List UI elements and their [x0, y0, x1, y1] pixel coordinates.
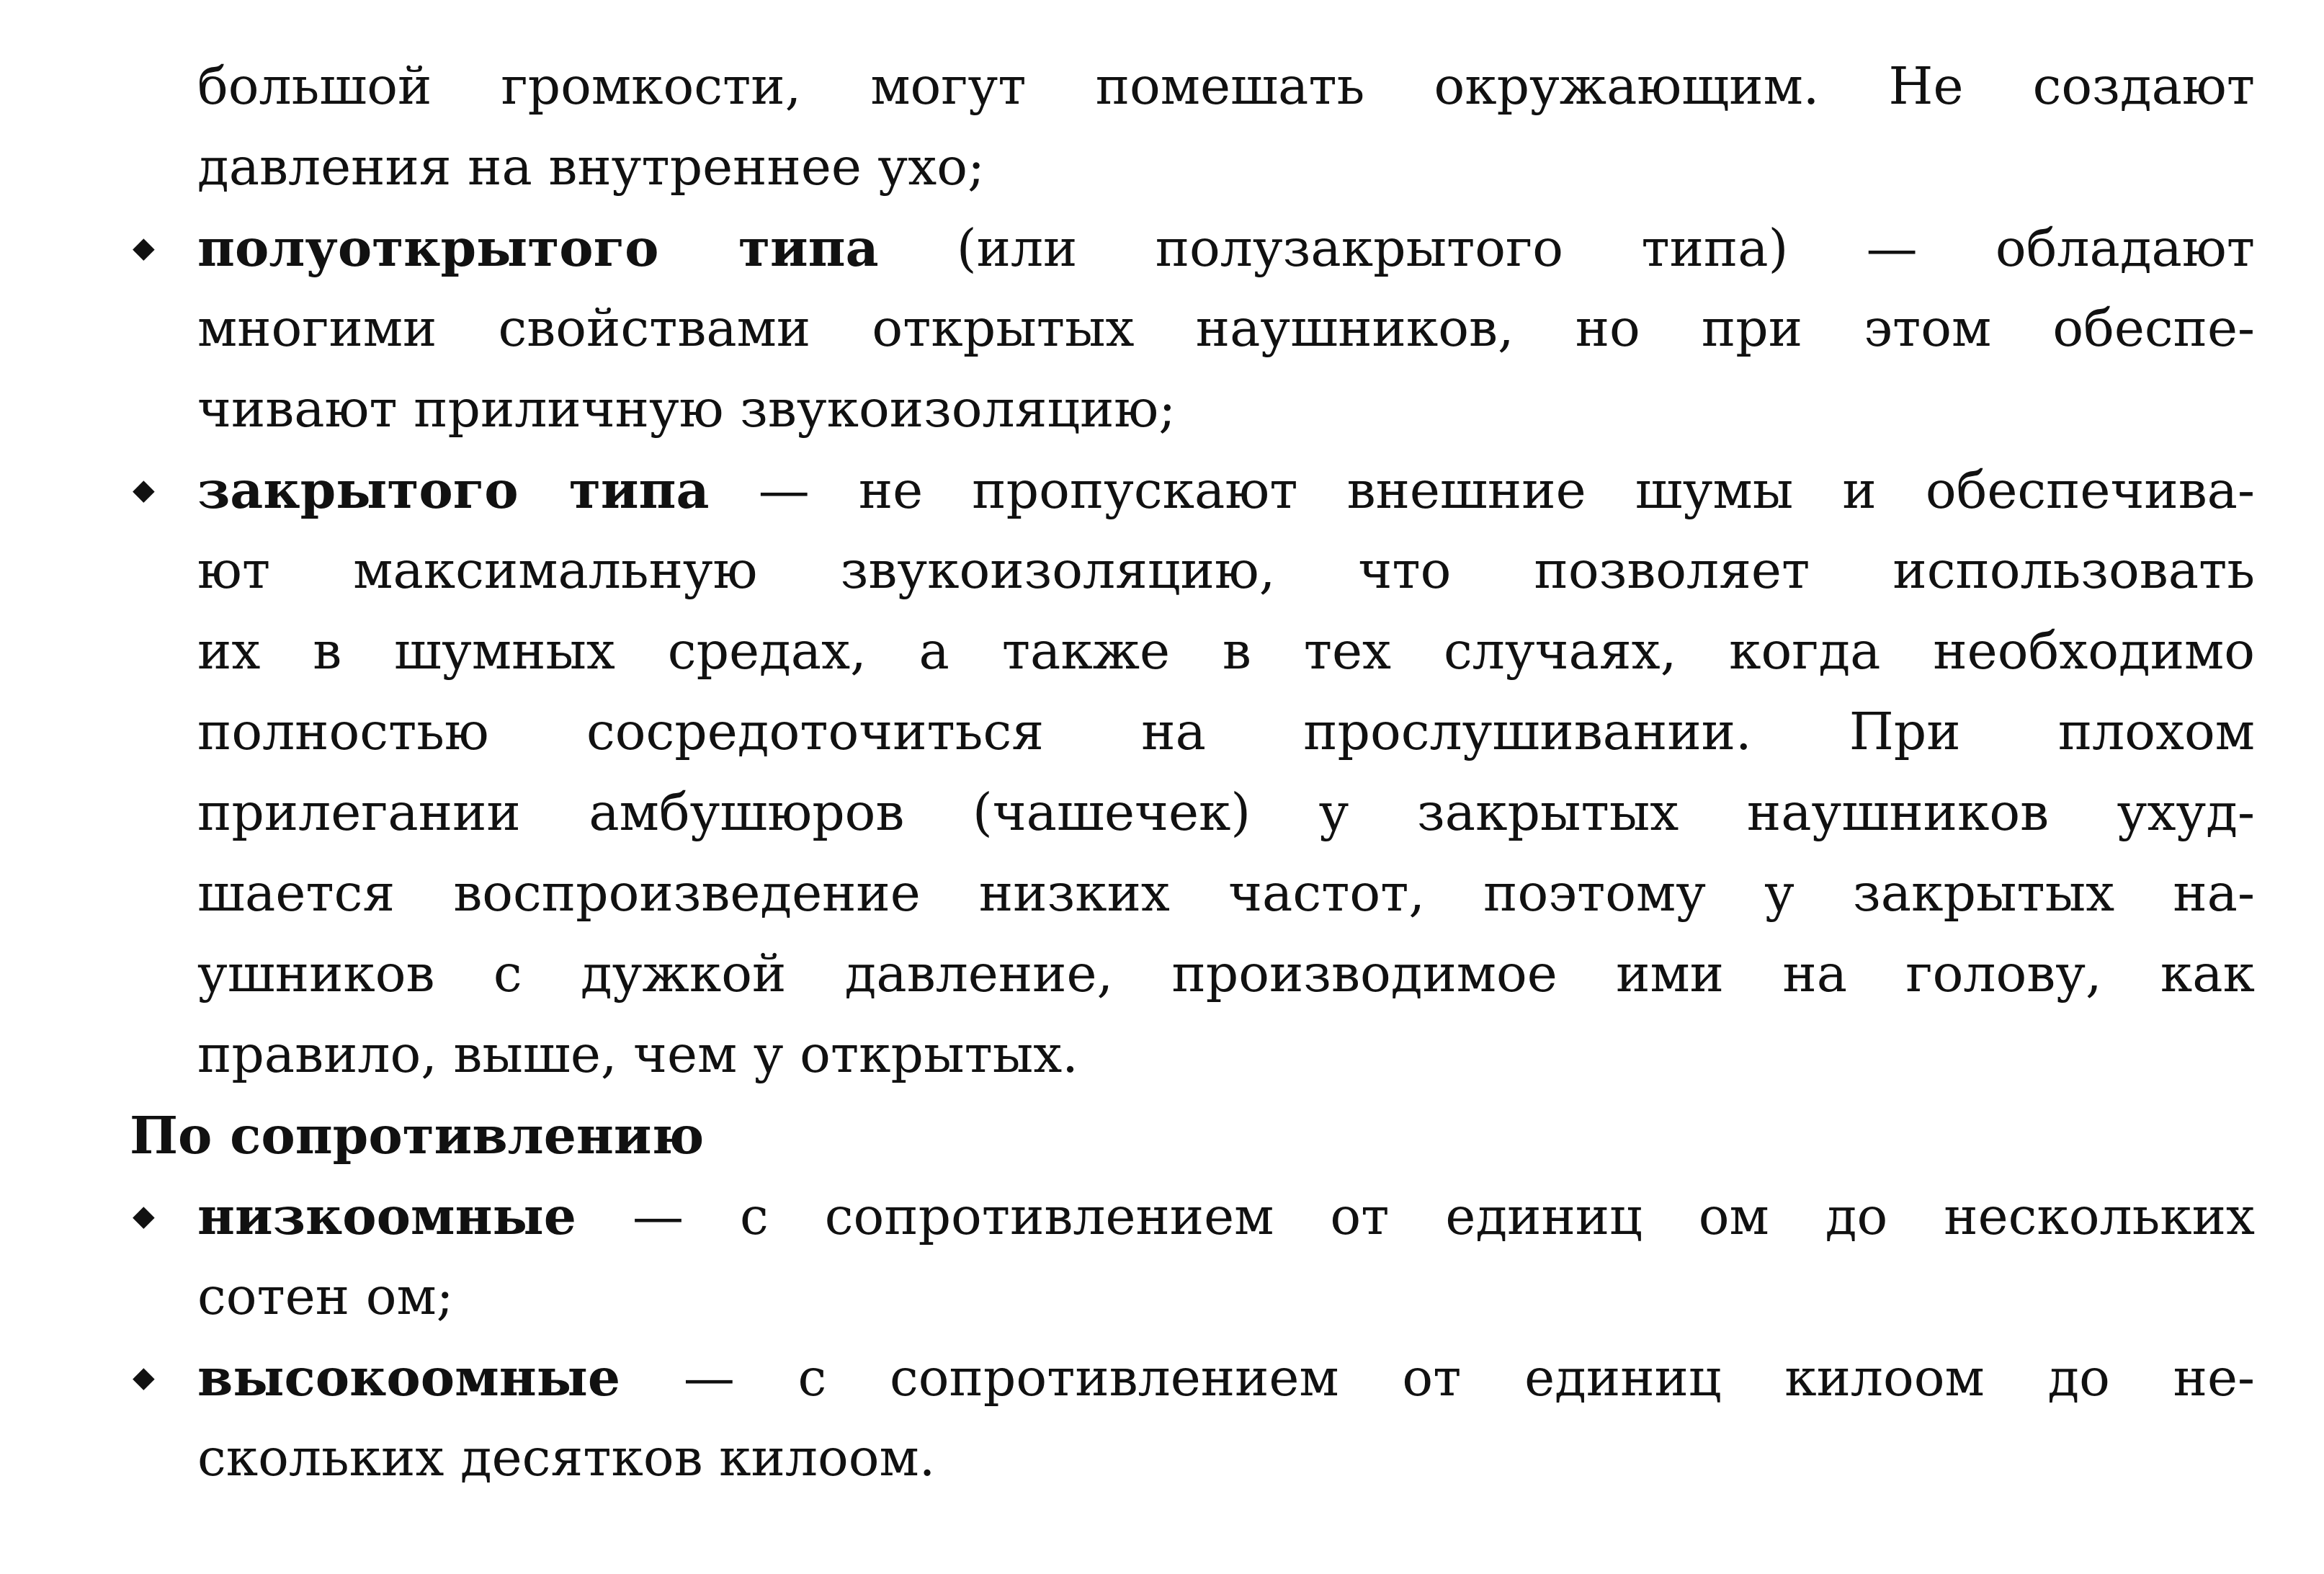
paragraph-line: чивают приличную звукоизоляцию; — [197, 379, 1176, 439]
paragraph-line: шается воспроизведение низких частот, поэтому у закрытых на- — [197, 863, 2255, 923]
paragraph-line: многими свойствами открытых наушников, но при этом обеспе- — [197, 298, 2255, 358]
paragraph-line: прилегании амбушюров (чашечек) у закрытых наушников ухуд- — [197, 782, 2255, 842]
list-item-low-impedance — [197, 1176, 2255, 1256]
paragraph-line: давления на внутреннее ухо; — [197, 137, 985, 197]
paragraph-line: ют максимальную звукоизоляцию, что позволяет использовать — [197, 540, 2255, 600]
list-item-high-impedance — [197, 1337, 2255, 1418]
paragraph-line: скольких десятков килоом. — [197, 1428, 936, 1488]
bullet-diamond-icon: ◆ — [133, 231, 155, 264]
term-semi-open: полуоткрытого типа — [197, 218, 879, 278]
list-item-closed — [197, 450, 2255, 530]
paragraph-line: ушников с дужкой давление, производимое ими на голову, как — [197, 944, 2255, 1003]
list-item-text: — с сопротивлением от единиц килоом до не- — [683, 1348, 2255, 1408]
section-heading-resistance: По сопротивлению — [130, 1105, 705, 1166]
term-closed: закрытого типа — [197, 460, 710, 520]
paragraph-line: их в шумных средах, а также в тех случаях, когда необходимо — [197, 621, 2255, 681]
list-item-semi-open — [197, 207, 2255, 288]
paragraph-line: большой громкости, могут помешать окружающим. Не создают — [197, 56, 2255, 116]
term-high-impedance: высокоомные — [197, 1347, 621, 1408]
list-item-text: — с сопротивлением от единиц ом до нескольких — [632, 1186, 2255, 1246]
list-item-text: (или полузакрытого типа) — обладают — [956, 218, 2255, 278]
bullet-diamond-icon: ◆ — [133, 1199, 155, 1233]
bullet-diamond-icon: ◆ — [133, 1361, 155, 1394]
paragraph-line: полностью сосредоточиться на прослушивании. При плохом — [197, 702, 2255, 761]
list-item-text: — не пропускают внешние шумы и обеспечива- — [758, 460, 2255, 520]
bullet-diamond-icon: ◆ — [133, 473, 155, 506]
term-low-impedance: низкоомные — [197, 1186, 576, 1246]
paragraph-line: сотен ом; — [197, 1266, 454, 1326]
paragraph-line: правило, выше, чем у открытых. — [197, 1024, 1078, 1084]
